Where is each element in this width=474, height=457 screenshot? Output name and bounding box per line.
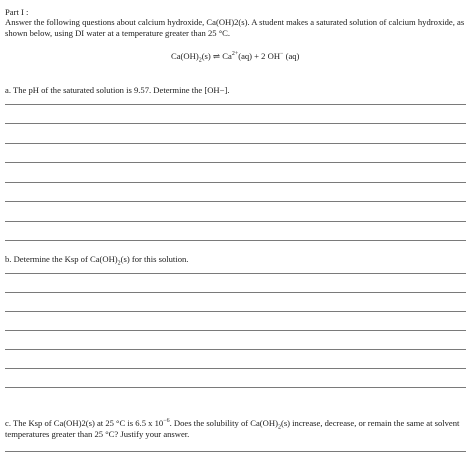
equilibrium-equation — [171, 51, 299, 62]
answer-line-b-5 — [5, 349, 466, 350]
equation-cation-state: (aq) + 2 OH — [238, 51, 281, 61]
question-b-text: b. Determine the Ksp of Ca(OH) — [5, 254, 118, 264]
answer-line-a-5 — [5, 182, 466, 183]
answer-line-b-2 — [5, 292, 466, 293]
equation-reactant: Ca(OH) — [171, 51, 199, 61]
question-c-exponent: −6 — [163, 418, 170, 425]
question-c-subscript: 2 — [277, 424, 281, 431]
answer-line-b-7 — [5, 387, 466, 388]
answer-line-a-3 — [5, 143, 466, 144]
answer-line-a-2 — [5, 123, 466, 124]
question-c-line-2: temperatures greater than 25 °C? Justify your answer. — [5, 429, 190, 439]
question-c-text: c. The Ksp of Ca(OH)2(s) at 25 °C is 6.5 x 10 — [5, 418, 164, 428]
question-c-text-mid: . Does the solubility of Ca(OH) — [169, 418, 278, 428]
question-c-line-1 — [5, 418, 459, 429]
answer-line-b-3 — [5, 311, 466, 312]
answer-line-b-6 — [5, 368, 466, 369]
intro-line-1: Answer the following questions about calcium hydroxide, Ca(OH)2(s). A student makes a saturated solution of calcium hydroxide, as — [5, 17, 465, 27]
answer-line-c-1 — [5, 451, 466, 452]
equation-reactant-subscript: 2 — [198, 57, 202, 64]
answer-line-a-4 — [5, 162, 466, 163]
question-b — [5, 254, 188, 265]
question-b-subscript: 2 — [117, 260, 121, 267]
answer-line-b-4 — [5, 330, 466, 331]
answer-line-a-7 — [5, 221, 466, 222]
answer-line-a-6 — [5, 201, 466, 202]
answer-line-a-1 — [5, 104, 466, 105]
question-b-text-end: (s) for this solution. — [120, 254, 189, 264]
equation-arrow-cation: (s) ⇌ Ca — [201, 51, 232, 61]
equation-anion-charge: − — [280, 51, 284, 58]
question-c-text-end: (s) increase, decrease, or remain the same at solvent — [280, 418, 460, 428]
part-heading: Part I : — [5, 7, 29, 17]
intro-line-2: shown below, using DI water at a temperature greater than 25 °C. — [5, 28, 231, 38]
question-a: a. The pH of the saturated solution is 9.57. Determine the [OH−]. — [5, 85, 230, 95]
answer-line-b-1 — [5, 273, 466, 274]
equation-cation-charge: 2+ — [231, 51, 239, 58]
equation-anion-state: (aq) — [283, 51, 300, 61]
answer-line-a-8 — [5, 240, 466, 241]
